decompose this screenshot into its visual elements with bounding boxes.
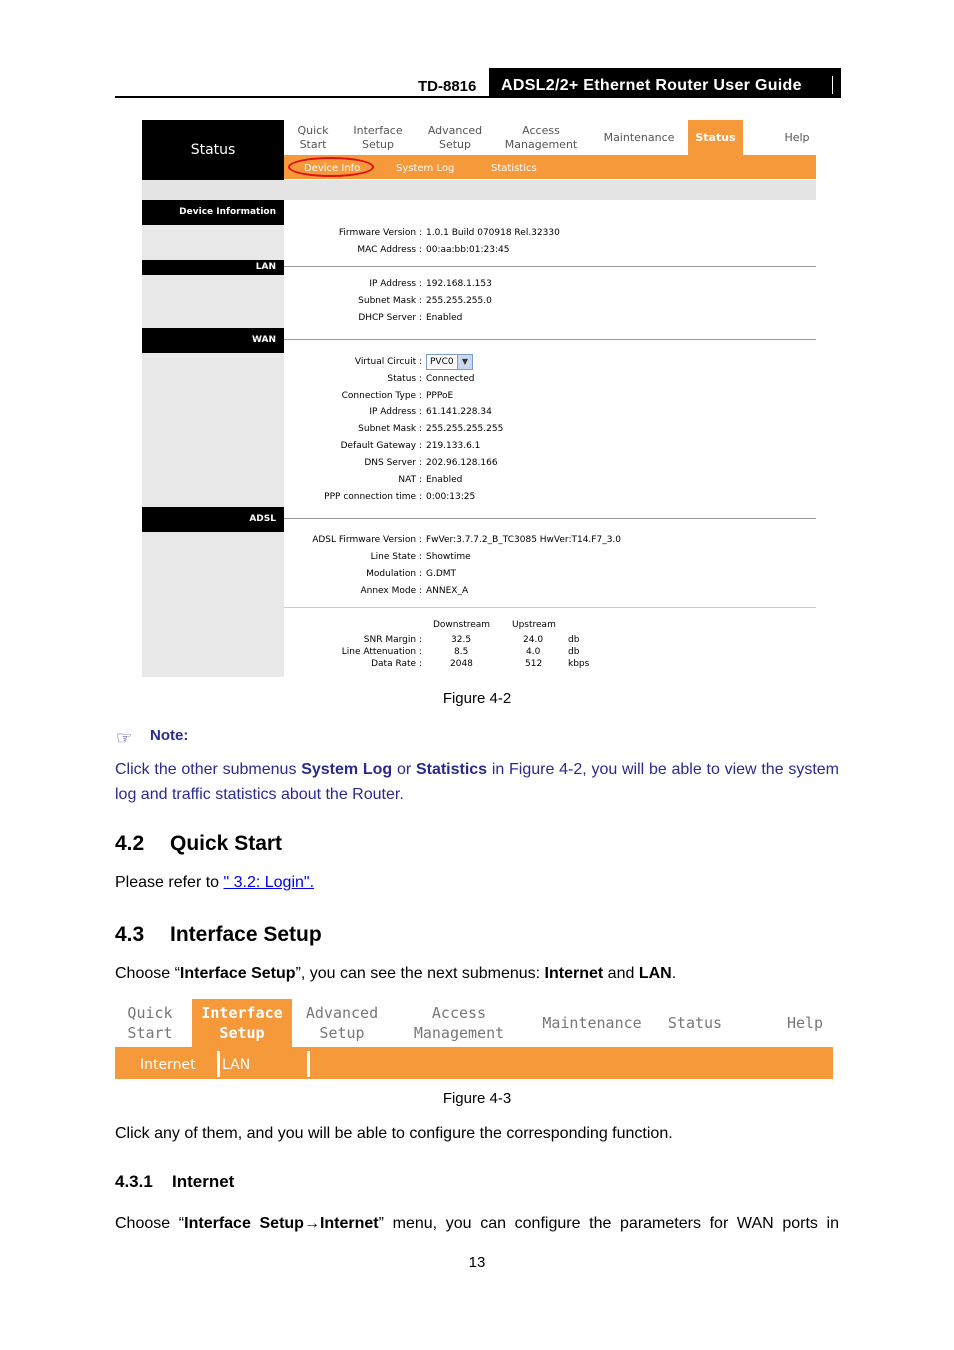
nav-maintenance[interactable]: Maintenance [603, 131, 675, 144]
kv-value: G.DMT [426, 569, 457, 579]
kv-key: NAT : [398, 475, 422, 485]
virtual-circuit-value: PVC0 [430, 357, 454, 367]
header-model: TD-8816 [418, 78, 477, 95]
stats-key: Data Rate : [371, 659, 422, 669]
stats-head-upstream: Upstream [512, 620, 556, 630]
grey-strip [142, 180, 816, 200]
stats-attn-down: 8.5 [454, 647, 469, 657]
nav-advanced-setup[interactable]: Advanced Setup [305, 1004, 379, 1042]
para-bold: Interface Setup [179, 965, 296, 982]
note-bold-statistics: Statistics [415, 761, 488, 778]
kv-value: FwVer:3.7.7.2_B_TC3085 HwVer:T14.F7_3.0 [426, 535, 622, 545]
stats-snr-down: 32.5 [451, 635, 472, 645]
section-number: 4.2 [115, 832, 145, 855]
nav-advanced-setup[interactable]: Advanced Setup [427, 124, 483, 151]
figure-4-2-caption: Figure 4-2 [442, 690, 512, 707]
kv-value: ANNEX_A [426, 586, 469, 596]
note-label: Note: [150, 727, 189, 744]
para-text: Choose “ [115, 965, 180, 982]
subnav-system-log[interactable]: System Log [396, 163, 455, 174]
section-4-2-heading [115, 832, 282, 856]
nav-status[interactable]: Status [688, 120, 743, 155]
kv-key: Default Gateway : [340, 441, 422, 451]
stats-snr-up: 24.0 [523, 635, 544, 645]
separator [284, 339, 816, 340]
kv-value: Showtime [426, 552, 471, 562]
kv-key: IP Address : [369, 407, 422, 417]
para-text: and [603, 965, 639, 982]
nav-quick-start[interactable]: Quick Start [297, 124, 329, 151]
para-text: . [671, 965, 677, 982]
nav-access-management[interactable]: Access Management [504, 124, 578, 151]
kv-value: 00:aa:bb:01:23:45 [426, 245, 510, 255]
kv-key: Virtual Circuit : [354, 357, 422, 367]
section-title: Internet [172, 1172, 235, 1191]
kv-value: Connected [426, 374, 475, 384]
kv-key: MAC Address : [357, 245, 422, 255]
kv-key: PPP connection time : [324, 492, 422, 502]
stats-rate-up: 512 [525, 659, 543, 669]
stats-rate-unit: kbps [568, 659, 590, 669]
nav-access-management[interactable]: Access Management [413, 1004, 505, 1042]
para-bold: Internet [544, 965, 604, 982]
stats-attn-unit: db [568, 647, 580, 657]
note-text-mid: or [392, 761, 416, 778]
note-text-pre: Click the other submenus [115, 761, 302, 778]
subnav-lan[interactable]: LAN [222, 1057, 251, 1073]
para-text: Please refer to [115, 874, 224, 891]
section-title: Quick Start [170, 832, 283, 855]
header-rule [115, 96, 841, 98]
section-title: Interface Setup [170, 923, 322, 946]
header-title [489, 68, 841, 98]
kv-key: ADSL Firmware Version : [312, 535, 422, 545]
section-device-information: Device Information [142, 200, 284, 225]
figure-4-3-nav-bar [115, 999, 833, 1079]
para-text: ”, you can see the next submenus: [295, 965, 545, 982]
note-text [115, 757, 839, 807]
page-number: 13 [468, 1254, 486, 1271]
section-4-3-1-heading [115, 1172, 234, 1192]
note-bold-system-log: System Log [301, 761, 393, 778]
login-link[interactable]: " 3.2: Login". [223, 874, 315, 891]
subnav-divider [217, 1051, 220, 1077]
stats-snr-unit: db [568, 635, 580, 645]
nav-interface-setup[interactable]: Interface Setup [353, 124, 403, 151]
kv-key: Modulation : [366, 569, 422, 579]
kv-key: Annex Mode : [360, 586, 422, 596]
para-text: ” menu, you can configure the parameters for WAN ports in [378, 1215, 840, 1232]
stats-rate-down: 2048 [450, 659, 473, 669]
stats-attn-up: 4.0 [526, 647, 541, 657]
section-4-2-text [115, 871, 314, 895]
virtual-circuit-select[interactable] [426, 354, 473, 370]
section-adsl: ADSL [142, 507, 284, 532]
kv-value: 255.255.255.255 [426, 424, 504, 434]
highlight-circle [288, 157, 374, 177]
kv-value: PPPoE [426, 391, 454, 401]
kv-value: 0:00:13:25 [426, 492, 476, 502]
kv-value: 219.133.6.1 [426, 441, 481, 451]
nav-status[interactable]: Status [667, 1014, 723, 1032]
after-figure-text: Click any of them, and you will be able to configure the corresponding function. [115, 1125, 673, 1142]
kv-value: 192.168.1.153 [426, 279, 492, 289]
section-number: 4.3 [115, 923, 145, 946]
section-4-3-heading [115, 923, 322, 947]
kv-key: Subnet Mask : [358, 296, 422, 306]
kv-key: Line State : [370, 552, 422, 562]
subnav-internet[interactable]: Internet [140, 1057, 196, 1073]
header-title-bar [832, 76, 833, 94]
figure-4-2-status-screenshot [142, 120, 816, 677]
kv-key: DNS Server : [364, 458, 422, 468]
kv-value: Enabled [426, 313, 463, 323]
header-title-text: ADSL2/2+ Ethernet Router User Guide [501, 77, 802, 94]
para-bold: LAN [638, 965, 672, 982]
kv-key: Subnet Mask : [358, 424, 422, 434]
stats-key: Line Attenuation : [341, 647, 422, 657]
para-bold: Interface Setup→Internet [184, 1215, 379, 1232]
kv-key: IP Address : [369, 279, 422, 289]
kv-value: 255.255.255.0 [426, 296, 492, 306]
section-4-3-text [115, 962, 676, 986]
separator [284, 607, 816, 608]
subnav-divider [307, 1051, 310, 1077]
section-number: 4.3.1 [115, 1172, 153, 1191]
nav-maintenance[interactable]: Maintenance [542, 1014, 642, 1032]
kv-key: Status : [387, 374, 422, 384]
kv-key: Firmware Version : [338, 228, 422, 238]
kv-value: 61.141.228.34 [426, 407, 492, 417]
section-wan: WAN [142, 328, 284, 353]
stats-key: SNR Margin : [363, 635, 422, 645]
nav-help[interactable]: Help [784, 131, 810, 144]
separator [284, 518, 816, 519]
figure-4-3-caption: Figure 4-3 [442, 1090, 512, 1107]
subnav-device-info[interactable]: Device Info [304, 163, 361, 174]
section-4-3-1-text [115, 1212, 839, 1236]
kv-key: Connection Type : [341, 391, 422, 401]
nav-help[interactable]: Help [786, 1014, 824, 1032]
chevron-down-icon[interactable]: ▼ [457, 355, 472, 369]
status-label: Status [142, 120, 284, 180]
pointing-hand-icon: ☞ [116, 728, 133, 748]
note-text-post: in Figure 4-2, you will be able to view the system log and traffic statistics about the Router. [115, 761, 840, 803]
kv-value: 1.0.1 Build 070918 Rel.32330 [426, 228, 560, 238]
nav-quick-start[interactable]: Quick Start [127, 1004, 173, 1042]
kv-key: DHCP Server : [358, 313, 422, 323]
nav-interface-setup[interactable]: Interface Setup [192, 999, 292, 1047]
subnav-statistics[interactable]: Statistics [491, 163, 537, 174]
stats-head-downstream: Downstream [433, 620, 491, 630]
separator [284, 266, 816, 267]
section-lan: LAN [142, 260, 284, 275]
para-text: Choose “ [115, 1215, 185, 1232]
kv-value: Enabled [426, 475, 463, 485]
kv-value: 202.96.128.166 [426, 458, 498, 468]
